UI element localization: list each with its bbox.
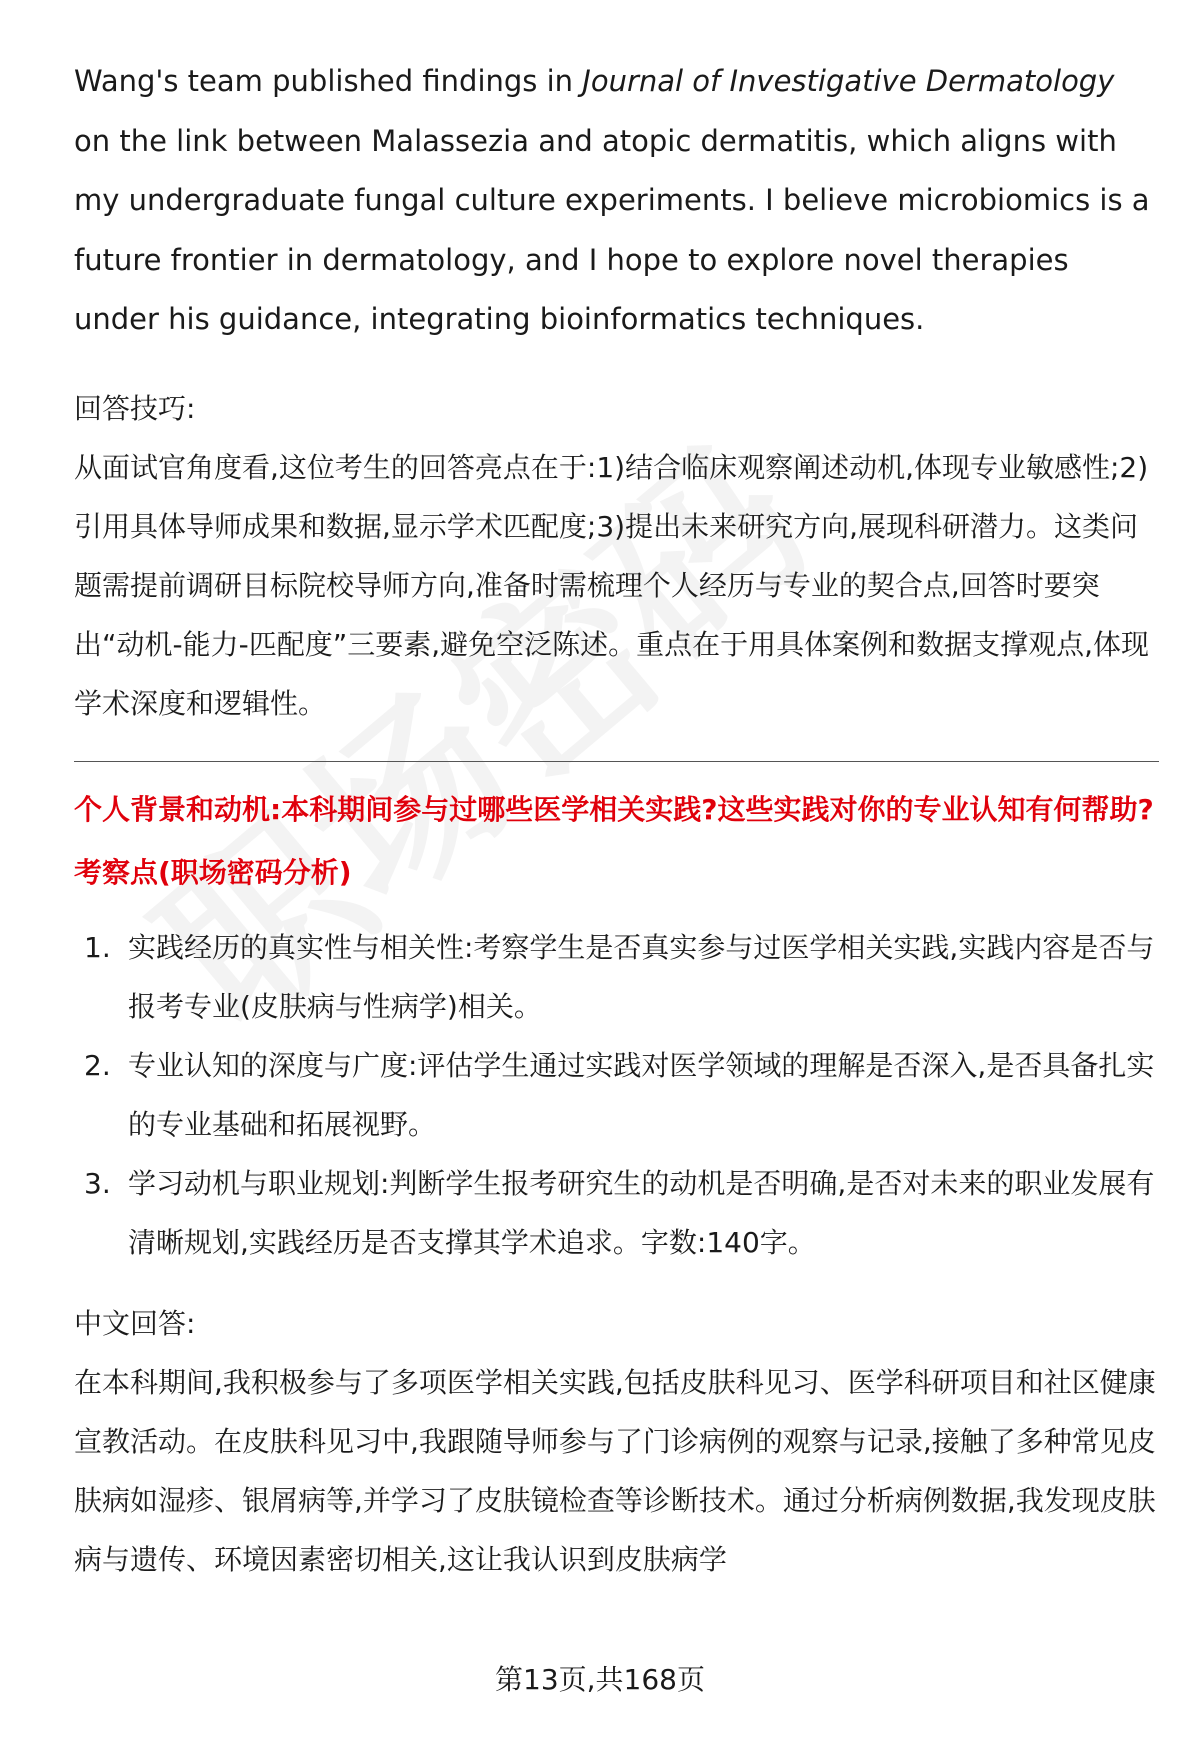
page-number-footer: 第13页,共168页 [495,1663,705,1696]
list-item [74,1154,1159,1272]
english-answer-part1: Wang's team published findings in [74,64,583,98]
section-divider [74,761,1159,762]
list-item-number: 1. [84,930,111,964]
question-heading: 个人背景和动机:本科期间参与过哪些医学相关实践?这些实践对你的专业认知有何帮助? [74,792,1154,826]
list-item-text: 实践经历的真实性与相关性:考察学生是否真实参与过医学相关实践,实践内容是否与报考专业(皮肤病与性病学)相关。 [128,930,1155,1023]
list-item-text: 专业认知的深度与广度:评估学生通过实践对医学领域的理解是否深入,是否具备扎实的专业基础和拓展视野。 [128,1048,1155,1141]
journal-name: Journal of Investigative Dermatology [582,64,1115,98]
tips-label: 回答技巧: [74,391,196,425]
tips-text: 从面试官角度看,这位考生的回答亮点在于:1)结合临床观察阐述动机,体现专业敏感性;2)引用具体导师成果和数据,显示学术匹配度;3)提出未来研究方向,展现科研潜力。这类问题需提前调研目标院校导师方向,准备时需梳理个人经历与专业的契合点,回答时要突出“动机-能力-匹配度”三要素,避免空泛陈述。重点在于用具体案例和数据支撑观点,体现学术深度和逻辑性。 [74,450,1150,720]
english-answer-part2: on the link between Malassezia and atopic dermatitis, which aligns with my undergraduate fungal culture experiments. I believe microbiomics is a future frontier in dermatology, and I hope to explore novel therapies under his guidance, integrating bioinformatics techniques. [74,123,1150,336]
english-answer-paragraph [74,52,1159,350]
list-item-number: 3. [84,1166,111,1200]
chinese-answer-label: 中文回答: [74,1306,196,1340]
list-item [74,918,1159,1036]
analysis-list [74,918,1159,1272]
list-item [74,1036,1159,1154]
page-content [74,52,1159,1589]
list-item-text: 学习动机与职业规划:判断学生报考研究生的动机是否明确,是否对未来的职业发展有清晰规划,实践经历是否支撑其学术追求。字数:140字。 [128,1166,1155,1259]
chinese-answer-text: 在本科期间,我积极参与了多项医学相关实践,包括皮肤科见习、医学科研项目和社区健康宣教活动。在皮肤科见习中,我跟随导师参与了门诊病例的观察与记录,接触了多种常见皮肤病如湿疹、银屑病等,并学习了皮肤镜检查等诊断技术。通过分析病例数据,我发现皮肤病与遗传、环境因素密切相关,这让我认识到皮肤病学 [74,1365,1156,1576]
list-item-number: 2. [84,1048,111,1082]
analysis-heading: 考察点(职场密码分析) [74,855,352,889]
